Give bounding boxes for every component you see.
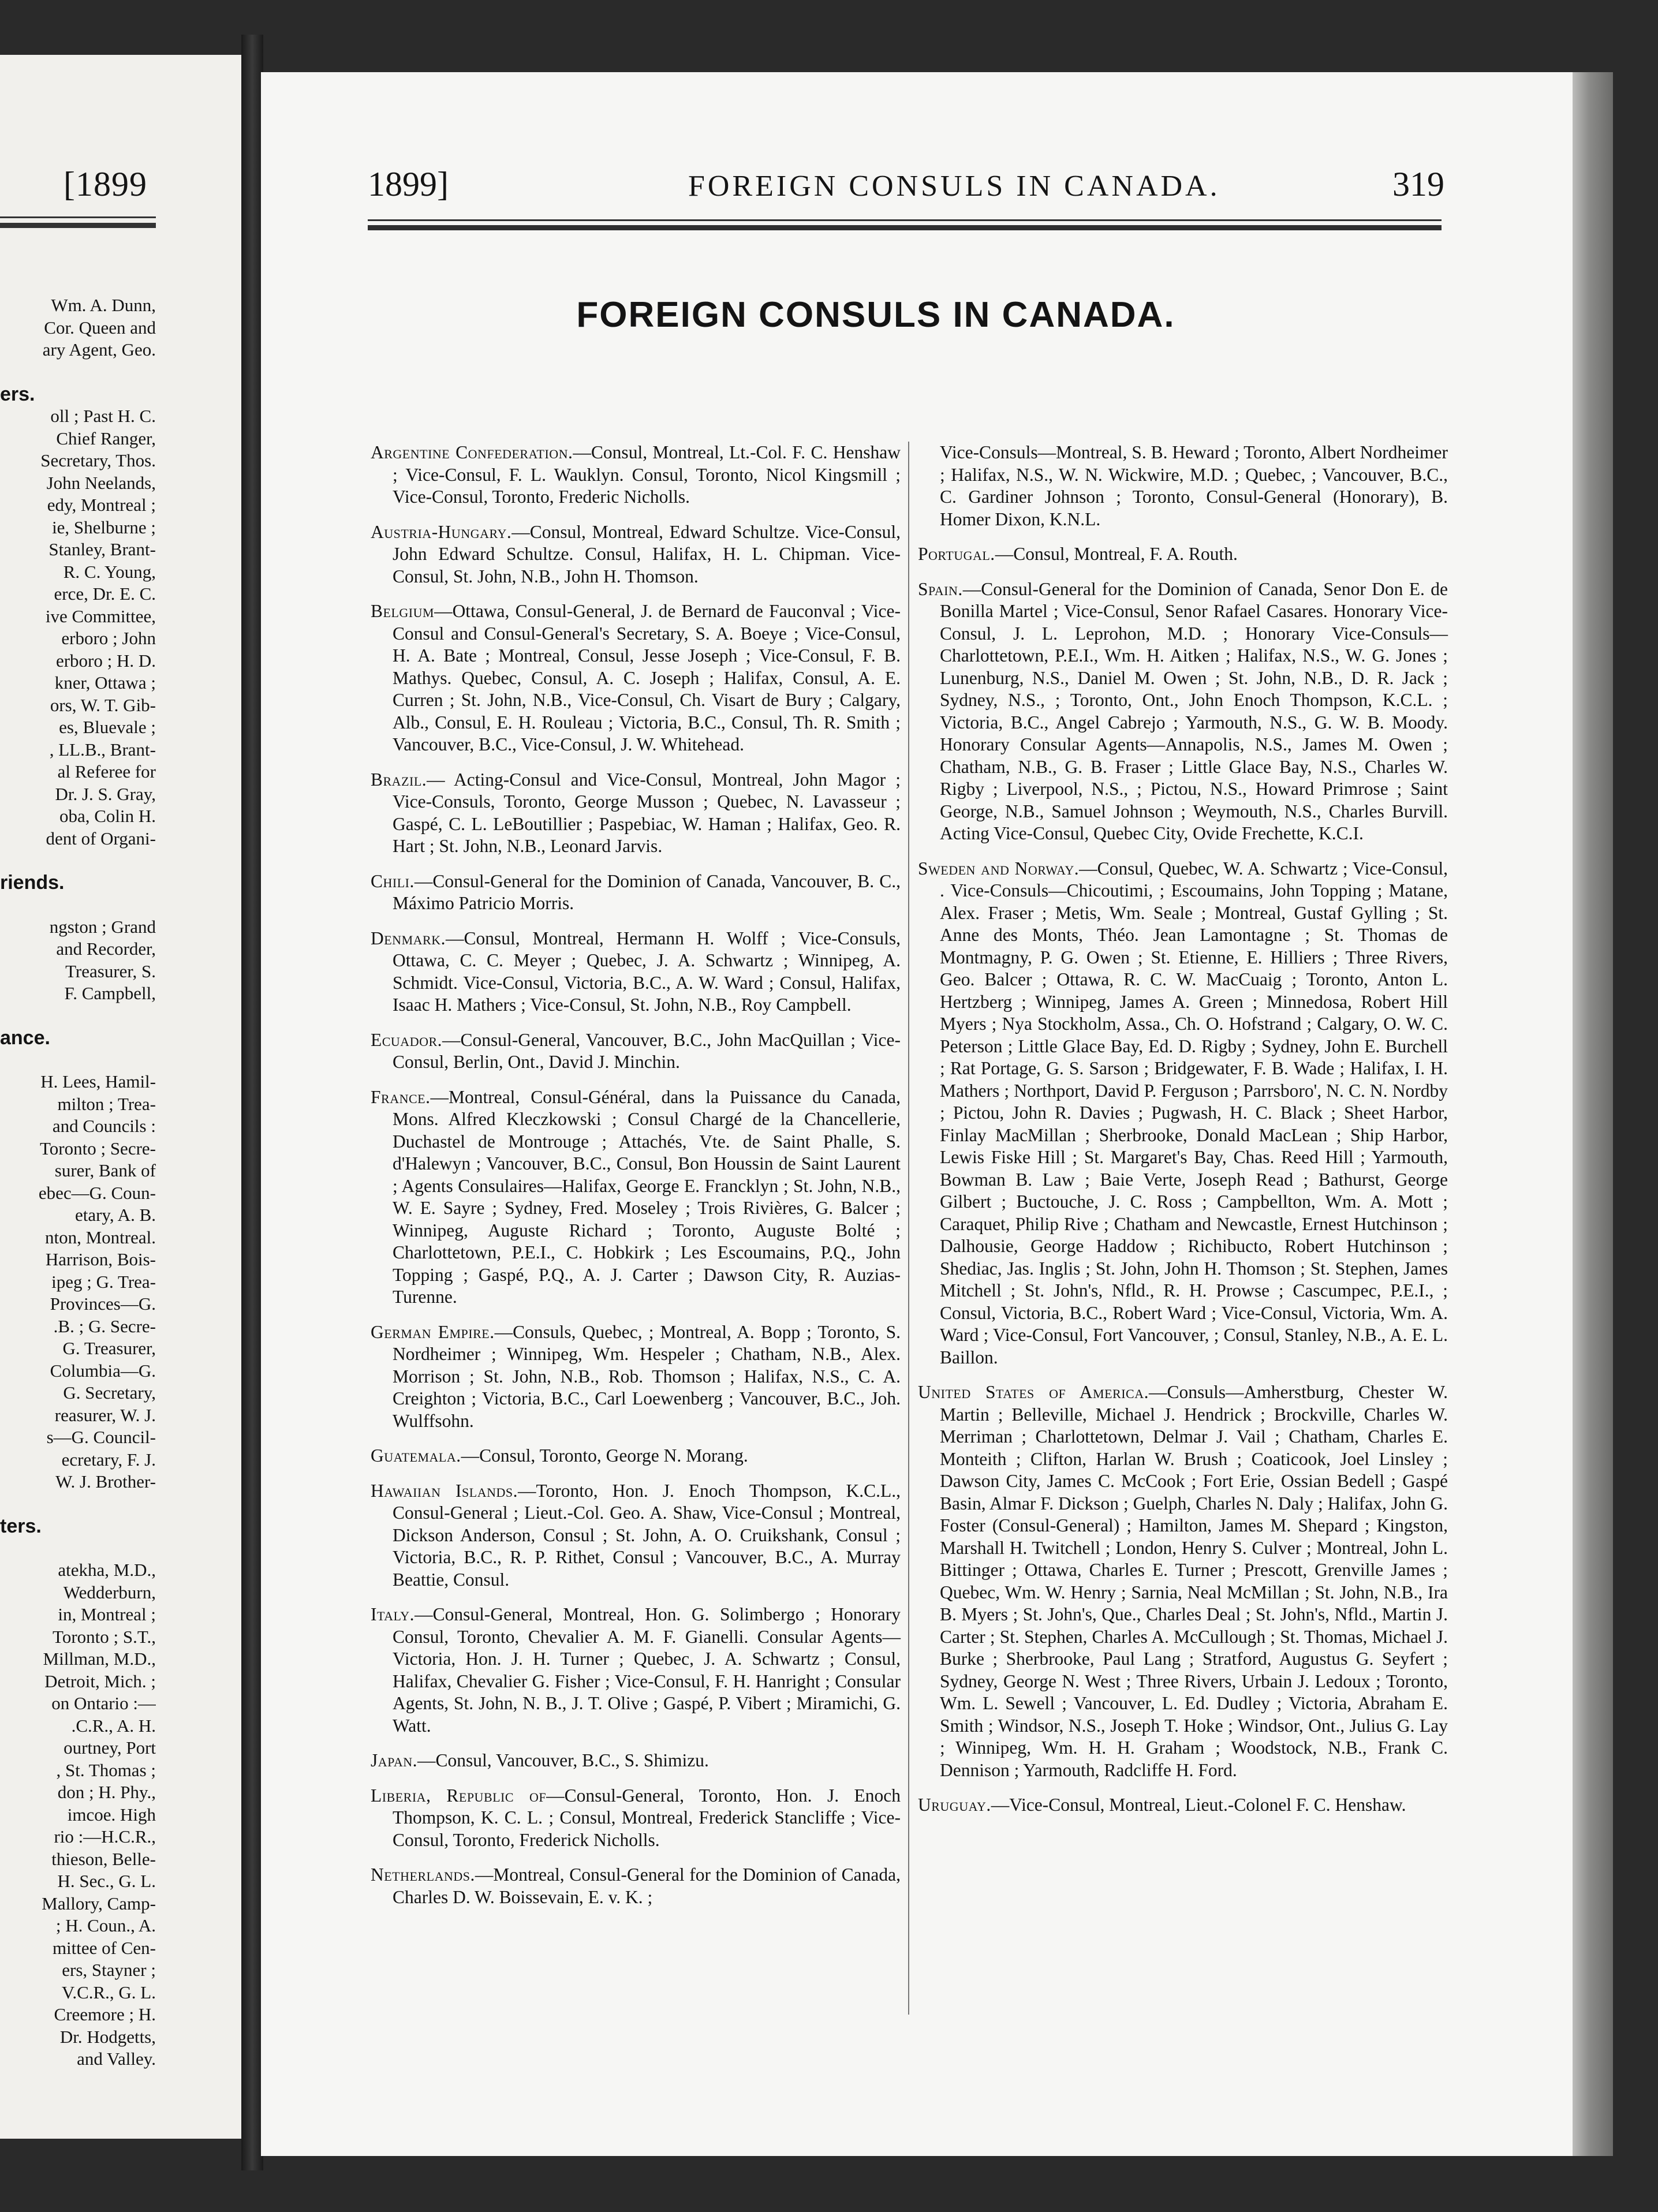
country-name: France. xyxy=(371,1086,431,1107)
facing-section-heading: ance. xyxy=(0,1026,50,1049)
facing-text-line: kner, Ottawa ; xyxy=(54,672,156,693)
facing-text-line: Harrison, Bois- xyxy=(45,1249,156,1269)
facing-text-line: Secretary, Thos. xyxy=(40,450,156,470)
consul-entry xyxy=(918,442,1448,530)
facing-page-rule xyxy=(0,216,156,218)
facing-text-line: Cor. Queen and xyxy=(44,317,156,338)
page-title: FOREIGN CONSULS IN CANADA. xyxy=(576,295,1175,335)
country-name: Italy. xyxy=(371,1604,415,1624)
facing-text-line: ourtney, Port xyxy=(64,1738,156,1758)
facing-text-line: W. J. Brother- xyxy=(55,1471,156,1492)
facing-text-line: thieson, Belle- xyxy=(51,1848,156,1869)
facing-text-line: erboro ; John xyxy=(61,628,156,648)
facing-text-line: Provinces—G. xyxy=(50,1294,156,1314)
facing-text-line: Millman, M.D., xyxy=(43,1649,156,1669)
facing-text-line: H. Sec., G. L. xyxy=(57,1871,156,1891)
facing-text-line: ; H. Coun., A. xyxy=(55,1915,156,1936)
consul-entry xyxy=(371,1029,901,1074)
facing-text-line: mittee of Cen- xyxy=(52,1937,156,1958)
consul-entry xyxy=(371,1445,901,1467)
line-gap xyxy=(0,894,156,916)
line-gap xyxy=(0,1005,156,1027)
country-name: Denmark. xyxy=(371,928,446,948)
consul-details: —Consul-General, Toronto, Hon. J. Enoch Thompson, K. C. L. ; Consul, Montreal, Frederick Stancliffe ; Vice-Consul, Toronto, Frederick Nicholls. xyxy=(393,1785,901,1850)
facing-text-line: Chief Ranger, xyxy=(56,428,156,449)
country-name: Portugal. xyxy=(918,544,995,564)
facing-text-line: Wm. A. Dunn, xyxy=(51,295,156,315)
facing-text-line: s—G. Council- xyxy=(46,1427,156,1447)
consul-entry xyxy=(371,928,901,1017)
facing-text-line: ebec—G. Coun- xyxy=(38,1182,156,1203)
country-name: German Empire. xyxy=(371,1321,495,1342)
consul-details: Vice-Consuls—Montreal, S. B. Heward ; Toronto, Albert Nordheimer ; Halifax, N.S., W. N. Wickwire, M.D. ; Quebec, ; Vancouver, B.C., C. Gardiner Johnson ; Toronto, Consul-General (Honorary), B. Homer Dixon, K.N.L. xyxy=(940,442,1448,529)
facing-text-line: Wedderburn, xyxy=(63,1582,156,1602)
facing-text-line: surer, Bank of xyxy=(54,1160,156,1180)
consul-details: —Consuls, Quebec, ; Montreal, A. Bopp ; Toronto, S. Nordheimer ; Winnipeg, Wm. Hespeler ; Chatham, N.B., Alex. Morrison ; St. John, N.B., Rob. Thomson ; Halifax, N.S., C. A. Creighton ; Victoria, B.C., Carl Loewenberg ; Vancouver, B.C., Joh. Wulffsohn. xyxy=(393,1321,901,1431)
facing-text-line: and Councils : xyxy=(52,1116,156,1136)
consul-details: —Consul, Montreal, Lt.-Col. F. C. Henshaw ; Vice-Consul, F. L. Wauklyn. Consul, Toronto, Nicol Kingsmill ; Vice-Consul, Toronto, Frederic Nicholls. xyxy=(393,442,901,507)
consul-details: —Consul-General for the Dominion of Canada, Senor Don E. de Bonilla Martel ; Vice-Consul, Senor Rafael Casares. Honorary Vice-Consul, J. L. Leprohon, M.D. ; Honorary Vice-Consuls—Charlottetown, P.E.I., Wm. H. Aitken ; Halifax, N.S., W. G. Jones ; Lunenburg, N.S., Daniel M. Owen ; St. John, N.B., D. R. Jack ; Sydney, N.S., ; Toronto, Ont., John Enoch Thompson, K.C.L. ; Victoria, B.C., Angel Cabrejo ; Yarmouth, N.S., G. W. B. Moody. Honorary Consular Agents—Annapolis, N.S., James M. Owen ; Chatham, N.B., G. B. Fraser ; Little Glace Bay, N.S., Charles W. Rigby ; Liverpool, N.S., ; Pictou, N.S., Howard Primrose ; Saint George, N.B., Samuel Johnson ; Weymouth, N.S., Charles Burvill. Acting Vice-Consul, Quebec City, Ovide Frechette, K.C.I. xyxy=(940,578,1448,843)
page xyxy=(261,72,1573,2156)
facing-text-line: oba, Colin H. xyxy=(59,806,156,826)
facing-text-line: atekha, M.D., xyxy=(58,1560,156,1580)
book-gutter xyxy=(241,35,263,2170)
consul-entry xyxy=(371,600,901,756)
facing-text-line: ie, Shelburne ; xyxy=(52,517,156,537)
facing-text-line: Columbia—G. xyxy=(50,1360,156,1381)
consul-entry xyxy=(371,1604,901,1737)
consul-entry xyxy=(371,769,901,858)
line-gap xyxy=(0,1049,156,1071)
facing-section-heading: ers. xyxy=(0,383,35,405)
facing-text-line: oll ; Past H. C. xyxy=(50,406,156,426)
facing-text-line: erce, Dr. E. C. xyxy=(54,584,156,604)
consul-entry xyxy=(371,1785,901,1852)
facing-text-line: Dr. Hodgetts, xyxy=(59,2026,156,2047)
consul-details: —Consul, Montreal, F. A. Routh. xyxy=(995,544,1238,564)
page-number: 319 xyxy=(1392,165,1444,203)
facing-section-heading: ters. xyxy=(0,1515,42,1537)
consul-details: —Consuls—Amherstburg, Chester W. Martin ; Belleville, Michael J. Hendrick ; Brockville, Charles W. Merriman ; Charlottetown, Delmar J. Vail ; Chatham, Charles E. Monteith ; Clifton, Harlan W. Brush ; Coaticook, Joel Linsley ; Dawson City, James C. McCook ; Fort Erie, Ossian Bedell ; Gaspé Basin, Almar F. Dickson ; Guelph, Charles N. Daly ; Halifax, John G. Foster (Consul-General) ; Hamilton, James M. Shepard ; Kingston, Marshall H. Twitchell ; London, Henry S. Culver ; Montreal, John L. Bittinger ; Ottawa, Charles E. Turner ; Prescott, Grenville James ; Quebec, Wm. W. Henry ; Sarnia, Neal McMillan ; St. John, N.B., Ira B. Myers ; St. John's, Que., Charles Deal ; St. John's, Nfld., Martin J. Carter ; St. Stephen, Charles A. McCullough ; St. Thomas, Michael J. Burke ; Sherbrooke, Paul Lang ; Stratford, Augustus G. Seyfert ; Sydney, George N. West ; Three Rivers, Urbain J. Ledoux ; Toronto, Wm. L. Sewell ; Vancouver, L. Ed. Dudley ; Victoria, Abraham E. Smith ; Windsor, N.S., Joseph T. Hoke ; Windsor, Ont., Julius G. Lay ; Winnipeg, Wm. H. H. Graham ; Woodstock, N.B., Frank C. Dennison ; Yarmouth, Radcliffe H. Ford. xyxy=(940,1382,1448,1780)
facing-text-line: Toronto ; S.T., xyxy=(53,1626,156,1647)
facing-page-header: [1899 xyxy=(64,165,147,203)
country-name: Japan. xyxy=(371,1750,418,1770)
consul-details: —Consul, Toronto, George N. Morang. xyxy=(461,1445,748,1466)
running-header-title: FOREIGN CONSULS IN CANADA. xyxy=(688,170,1220,203)
facing-text-line: G. Treasurer, xyxy=(62,1338,156,1358)
consul-entry xyxy=(918,543,1448,566)
facing-text-line: V.C.R., G. L. xyxy=(61,1982,156,2002)
facing-text-line: ipeg ; G. Trea- xyxy=(51,1271,156,1292)
consul-details: —Ottawa, Consul-General, J. de Bernard de Fauconval ; Vice-Consul and Consul-General's Secretary, S. A. Boeye ; Vice-Consul, H. A. Bate ; Montreal, Consul, Jesse Joseph ; Vice-Consul, F. B. Mathys. Quebec, Consul, A. C. Joseph ; Halifax, Consul, A. E. Curren ; St. John, N.B., Vice-Consul, Ch. Visart de Bury ; Calgary, Alb., Consul, E. H. Rouleau ; Victoria, B.C., Consul, Th. R. Smith ; Vancouver, B.C., Vice-Consul, J. W. Whitehead. xyxy=(393,601,901,754)
country-name: Guatemala. xyxy=(371,1445,461,1466)
consul-entry xyxy=(918,1381,1448,1781)
facing-text-line: Toronto ; Secre- xyxy=(40,1138,156,1159)
consul-entry xyxy=(918,858,1448,1369)
consul-entry xyxy=(371,1864,901,1908)
consul-details: —Consul-General, Vancouver, B.C., John MacQuillan ; Vice-Consul, Berlin, Ont., David J. Minchin. xyxy=(393,1029,901,1072)
facing-text-line: etary, A. B. xyxy=(74,1205,156,1225)
facing-text-line: Dr. J. S. Gray, xyxy=(55,783,156,804)
consul-entry xyxy=(371,521,901,588)
facing-text-line: Stanley, Brant- xyxy=(48,539,156,559)
facing-text-line: .C.R., A. H. xyxy=(71,1715,156,1736)
facing-text-line: edy, Montreal ; xyxy=(47,495,156,515)
country-name: Spain. xyxy=(918,578,963,599)
running-header-year: 1899] xyxy=(368,165,449,203)
facing-text-line: , St. Thomas ; xyxy=(56,1759,156,1780)
facing-page-left xyxy=(0,55,241,2139)
facing-text-line: Detroit, Mich. ; xyxy=(44,1671,156,1691)
country-name: United States of America. xyxy=(918,1382,1149,1402)
consul-entry xyxy=(371,1480,901,1591)
line-gap xyxy=(0,361,156,383)
facing-text-line: ary Agent, Geo. xyxy=(42,339,156,360)
consul-entry xyxy=(918,1794,1448,1817)
facing-text-line: R. C. Young, xyxy=(63,561,156,582)
consul-details: —Consul, Montreal, Edward Schultze. Vice-Consul, John Edward Schultze. Consul, Halifax, H. L. Chipman. Vice-Consul, St. John, N.B., John H. Thomson. xyxy=(393,521,901,586)
consul-entry xyxy=(371,870,901,915)
consul-details: —Vice-Consul, Montreal, Lieut.-Colonel F. C. Henshaw. xyxy=(991,1795,1406,1815)
facing-text-line: ers, Stayner ; xyxy=(62,1960,156,1980)
country-name: Chili. xyxy=(371,870,415,891)
consul-details: —Consul-General, Montreal, Hon. G. Solimbergo ; Honorary Consul, Toronto, Chevalier A. M. F. Gianelli. Consular Agents—Victoria, Hon. J. H. Turner ; Quebec, J. A. Schwartz ; Consul, Halifax, Chevalier G. Fisher ; Vice-Consul, F. H. Hanright ; Consular Agents, St. John, N. B., J. T. Olive ; Gaspé, P. Vibert ; Miramichi, G. Watt. xyxy=(393,1604,901,1736)
country-name: Uruguay. xyxy=(918,1795,991,1815)
country-name: Hawaiian Islands. xyxy=(371,1480,518,1501)
facing-text-line: in, Montreal ; xyxy=(58,1604,156,1624)
column-divider xyxy=(908,442,909,2015)
facing-text-line: Treasurer, S. xyxy=(65,961,156,981)
facing-text-line: ors, W. T. Gib- xyxy=(50,694,156,715)
facing-text-line: .B. ; G. Secre- xyxy=(53,1316,156,1336)
country-name: Argentine Confederation. xyxy=(371,442,573,462)
facing-text-line: al Referee for xyxy=(57,761,156,782)
facing-text-line: milton ; Trea- xyxy=(57,1093,156,1114)
consul-details: —Consul, Vancouver, B.C., S. Shimizu. xyxy=(417,1750,709,1770)
facing-text-line: Mallory, Camp- xyxy=(42,1893,156,1914)
right-column xyxy=(918,442,1448,1829)
consul-entry xyxy=(371,1086,901,1309)
facing-text-line: ngston ; Grand xyxy=(49,916,156,937)
consul-details: —Toronto, Hon. J. Enoch Thompson, K.C.L., Consul-General ; Lieut.-Col. Geo. A. Shaw, Vice-Consul ; Montreal, Dickson Anderson, Consul ; St. John, A. O. Cruikshank, Consul ; Victoria, B.C., R. P. Rithet, Consul ; Vancouver, B.C., A. Murray Beattie, Consul. xyxy=(393,1480,901,1590)
country-name: Belgium xyxy=(371,601,435,621)
consul-details: —Consul, Montreal, Hermann H. Wolff ; Vice-Consuls, Ottawa, C. C. Meyer ; Quebec, J. A. Schwartz ; Winnipeg, A. Schmidt. Vice-Consul, Victoria, B.C., A. W. Ward ; Consul, Halifax, Isaac H. Mathers ; Vice-Consul, St. John, N.B., Roy Campbell. xyxy=(393,928,901,1015)
consul-entry xyxy=(371,1750,901,1772)
consul-details: —Consul, Quebec, W. A. Schwartz ; Vice-Consul, . Vice-Consuls—Chicoutimi, ; Escoumains, John Topping ; Matane, Alex. Fraser ; Metis, Wm. Seale ; Montreal, Gustaf Gylling ; St. Anne des Monts, Théo. Jean Lamontagne ; St. Thomas de Montmagny, P. G. Owen ; St. Etienne, E. Hilliers ; Three Rivers, Geo. Balcer ; Ottawa, R. C. W. MacCuaig ; Toronto, Anton L. Hertzberg ; Winnipeg, James A. Green ; Minnedosa, Robert Hill Myers ; Nya Stockholm, Assa., Ch. O. Hofstrand ; Calgary, O. W. C. Peterson ; Little Glace Bay, Ed. D. Rigby ; Sydney, John E. Burchell ; Rat Portage, G. S. Sarson ; Bridgewater, F. B. Wade ; Halifax, I. H. Mathers ; Northport, David P. Ferguson ; Parrsboro', N. C. N. Nordby ; Pictou, John R. Davies ; Pugwash, H. C. Black ; Sheet Harbor, Finlay MacMillan ; Sherbrooke, Donald MacLean ; Ship Harbor, Lewis Fiske Hill ; St. Margaret's Bay, Chas. Reed Hill ; Yarmouth, Bowman B. Law ; Baie Verte, Joseph Read ; Bathurst, George Gilbert ; Buctouche, J. C. Ross ; Campbellton, Wm. A. Mott ; Caraquet, Philip Rive ; Chatham and Newcastle, Ernest Hutchinson ; Dalhousie, George Haddow ; Richibucto, Robert Hutchinson ; Shediac, Jas. Inglis ; St. John, John H. Thomson ; St. Stephen, James Mitchell ; St. John's, Nfld., R. H. Prowse ; Cascumpec, P.E.I., ; Consul, Victoria, B.C., Robert Ward ; Vice-Consul, Victoria, Wm. A. Ward ; Vice-Consul, Fort Vancouver, ; Consul, Stanley, N.B., A. E. L. Baillon. xyxy=(940,858,1448,1367)
line-gap xyxy=(0,1493,156,1515)
country-name: Ecuador. xyxy=(371,1029,443,1050)
left-column xyxy=(371,442,901,1921)
consul-details: — Acting-Consul and Vice-Consul, Montreal, John Magor ; Vice-Consuls, Toronto, George Musson ; Quebec, N. Lavasseur ; Gaspé, C. L. LeBoutillier ; Paspebiac, W. Haman ; Halifax, Geo. R. Hart ; St. John, N.B., Leonard Jarvis. xyxy=(393,769,901,856)
line-gap xyxy=(0,1537,156,1559)
consul-details: —Consul-General for the Dominion of Canada, Vancouver, B. C., Máximo Patricio Morris. xyxy=(393,870,901,913)
facing-text-line: ecretary, F. J. xyxy=(61,1449,156,1470)
country-name: Brazil. xyxy=(371,769,427,790)
consul-entry xyxy=(371,442,901,509)
facing-text-line: dent of Organi- xyxy=(46,828,156,849)
country-name: Austria-Hungary. xyxy=(371,521,512,542)
consul-entry xyxy=(371,1321,901,1433)
consul-details: —Montreal, Consul-Général, dans la Puissance du Canada, Mons. Alfred Kleczkowski ; Consul Chargé de la Chancellerie, Duchastel de Montrouge ; Attachés, Vte. de Saint Phalle, S. d'Halewyn ; Vancouver, B.C., Consul, Bon Houssin de Saint Laurent ; Agents Consulaires—Halifax, George E. Francklyn ; St. John, N.B., W. E. Sayre ; Sydney, Fred. Moseley ; Trois Rivières, G. Balcer ; Winnipeg, Auguste Richard ; Toronto, Auguste Bolté ; Charlottetown, P.E.I., C. Hobkirk ; Les Escoumains, P.Q., John Topping ; Gaspé, P.Q., A. J. Carter ; Dawson City, R. Auzias-Turenne. xyxy=(393,1086,901,1307)
facing-page-rule-thick xyxy=(0,223,156,228)
facing-text-line: on Ontario :— xyxy=(51,1693,156,1713)
facing-text-line: and Valley. xyxy=(77,2049,156,2069)
consul-entry xyxy=(918,578,1448,845)
facing-section-heading: riends. xyxy=(0,872,65,894)
facing-text-line: F. Campbell, xyxy=(64,983,156,1003)
facing-text-line: es, Bluevale ; xyxy=(59,717,156,737)
country-name: Liberia, Republic of xyxy=(371,1785,547,1806)
country-name: Sweden and Norway. xyxy=(918,858,1080,879)
facing-text-line: rio :—H.C.R., xyxy=(54,1826,156,1847)
facing-text-line: erboro ; H. D. xyxy=(55,650,156,671)
facing-text-line: G. Secretary, xyxy=(63,1383,156,1403)
facing-text-line: H. Lees, Hamil- xyxy=(40,1071,156,1092)
page-edge xyxy=(1573,72,1613,2156)
facing-page-text xyxy=(0,294,156,2071)
facing-text-line: , LL.B., Brant- xyxy=(49,739,156,760)
facing-text-line: John Neelands, xyxy=(46,472,156,493)
facing-text-line: and Recorder, xyxy=(56,939,156,959)
line-gap xyxy=(0,850,156,872)
facing-text-line: nton, Montreal. xyxy=(45,1227,156,1247)
facing-text-line: don ; H. Phy., xyxy=(57,1782,156,1802)
facing-text-line: ive Committee, xyxy=(45,606,156,626)
header-rule-thin xyxy=(368,219,1442,221)
header-rule-thick xyxy=(368,225,1442,230)
consul-details: —Montreal, Consul-General for the Dominion of Canada, Charles D. W. Boissevain, E. v. K. ; xyxy=(393,1864,901,1907)
country-name: Netherlands. xyxy=(371,1864,475,1885)
facing-text-line: imcoe. High xyxy=(67,1804,156,1825)
facing-text-line: Creemore ; H. xyxy=(54,2004,156,2024)
facing-text-line: reasurer, W. J. xyxy=(54,1404,156,1425)
